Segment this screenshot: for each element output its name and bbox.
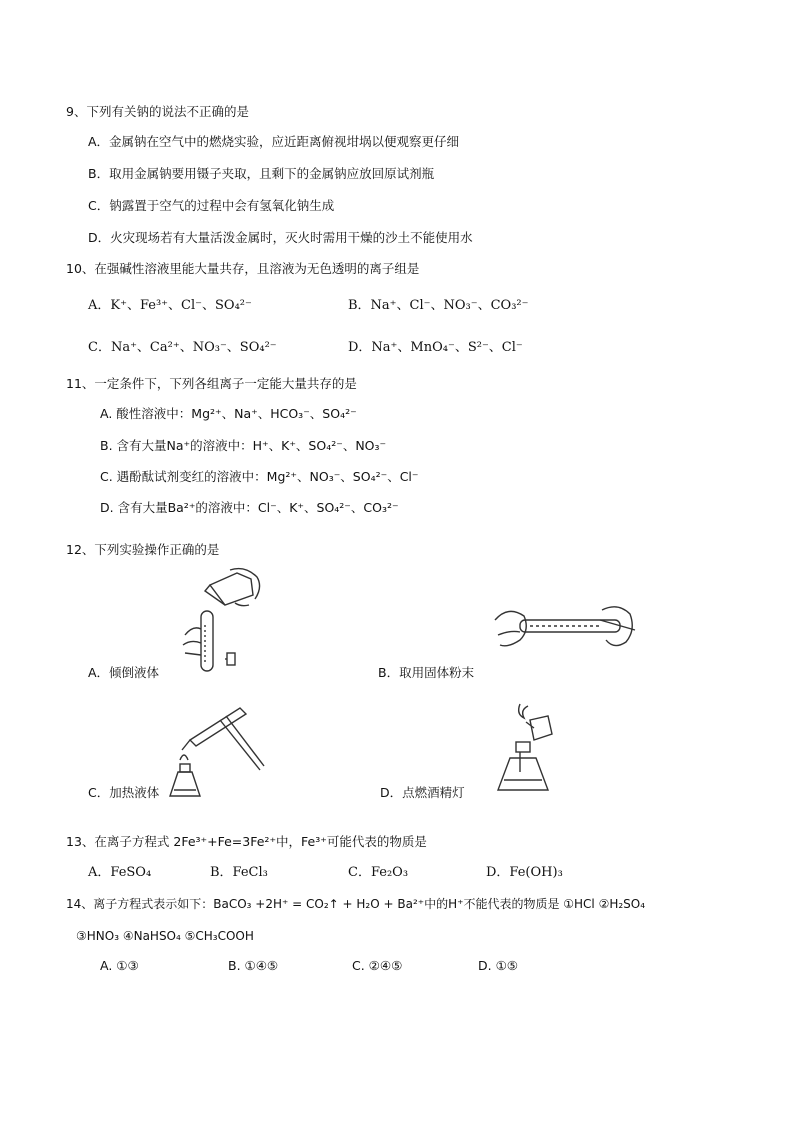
q9-option-a: A．金属钠在空气中的燃烧实验，应近距离俯视坩埚以便观察更仔细 [88, 134, 460, 149]
q12-option-b: B．取用固体粉末 [378, 665, 475, 680]
q12-option-c: C．加热液体 [88, 785, 160, 800]
q14-option-b: B. ①④⑤ [228, 958, 279, 973]
pouring-liquid-illustration [175, 565, 275, 680]
q11-stem: 11、一定条件下，下列各组离子一定能大量共存的是 [66, 376, 357, 391]
q14-stem-line2: ③HNO₃ ④NaHSO₄ ⑤CH₃COOH [76, 929, 254, 943]
q12-option-d: D．点燃酒精灯 [380, 785, 465, 800]
q11-option-b: B. 含有大量Na⁺的溶液中：H⁺、K⁺、SO₄²⁻、NO₃⁻ [100, 438, 387, 453]
q9-stem: 9、下列有关钠的说法不正确的是 [66, 104, 249, 119]
q14-option-c: C. ②④⑤ [352, 958, 403, 973]
q13-option-d: D．Fe(OH)₃ [486, 865, 563, 880]
q10-option-d: D．Na⁺、MnO₄⁻、S²⁻、Cl⁻ [348, 340, 523, 355]
q11-option-c: C. 遇酚酞试剂变红的溶液中：Mg²⁺、NO₃⁻、SO₄²⁻、Cl⁻ [100, 469, 419, 484]
solid-powder-illustration [490, 590, 640, 670]
heating-liquid-illustration [160, 700, 270, 800]
alcohol-lamp-illustration [490, 700, 570, 795]
q12-stem: 12、下列实验操作正确的是 [66, 542, 220, 557]
q13-stem: 13、在离子方程式 2Fe³⁺+Fe=3Fe²⁺中，Fe³⁺可能代表的物质是 [66, 834, 427, 849]
q13-option-c: C．Fe₂O₃ [348, 865, 409, 880]
q11-option-a: A. 酸性溶液中：Mg²⁺、Na⁺、HCO₃⁻、SO₄²⁻ [100, 406, 357, 421]
q10-option-c: C．Na⁺、Ca²⁺、NO₃⁻、SO₄²⁻ [88, 340, 277, 355]
q9-option-c: C．钠露置于空气的过程中会有氢氧化钠生成 [88, 198, 335, 213]
q14-stem: 14、离子方程式表示如下：BaCO₃ +2H⁺ = CO₂↑ + H₂O + Ba²⁺中的H⁺不能代表的物质是 ①HCl ②H₂SO₄ [66, 897, 646, 911]
q13-option-b: B．FeCl₃ [210, 865, 268, 880]
q14-option-a: A. ①③ [100, 958, 139, 973]
q9-option-d: D．火灾现场若有大量活泼金属时，灭火时需用干燥的沙土不能使用水 [88, 230, 473, 245]
q13-option-a: A．FeSO₄ [88, 865, 152, 880]
q12-option-a: A．倾倒液体 [88, 665, 160, 680]
q11-option-d: D. 含有大量Ba²⁺的溶液中：Cl⁻、K⁺、SO₄²⁻、CO₃²⁻ [100, 500, 399, 515]
q10-option-b: B．Na⁺、Cl⁻、NO₃⁻、CO₃²⁻ [348, 298, 529, 313]
q9-option-b: B．取用金属钠要用镊子夹取，且剩下的金属钠应放回原试剂瓶 [88, 166, 435, 181]
q10-stem: 10、在强碱性溶液里能大量共存，且溶液为无色透明的离子组是 [66, 261, 420, 276]
q10-option-a: A．K⁺、Fe³⁺、Cl⁻、SO₄²⁻ [88, 298, 252, 313]
q14-option-d: D. ①⑤ [478, 958, 518, 973]
